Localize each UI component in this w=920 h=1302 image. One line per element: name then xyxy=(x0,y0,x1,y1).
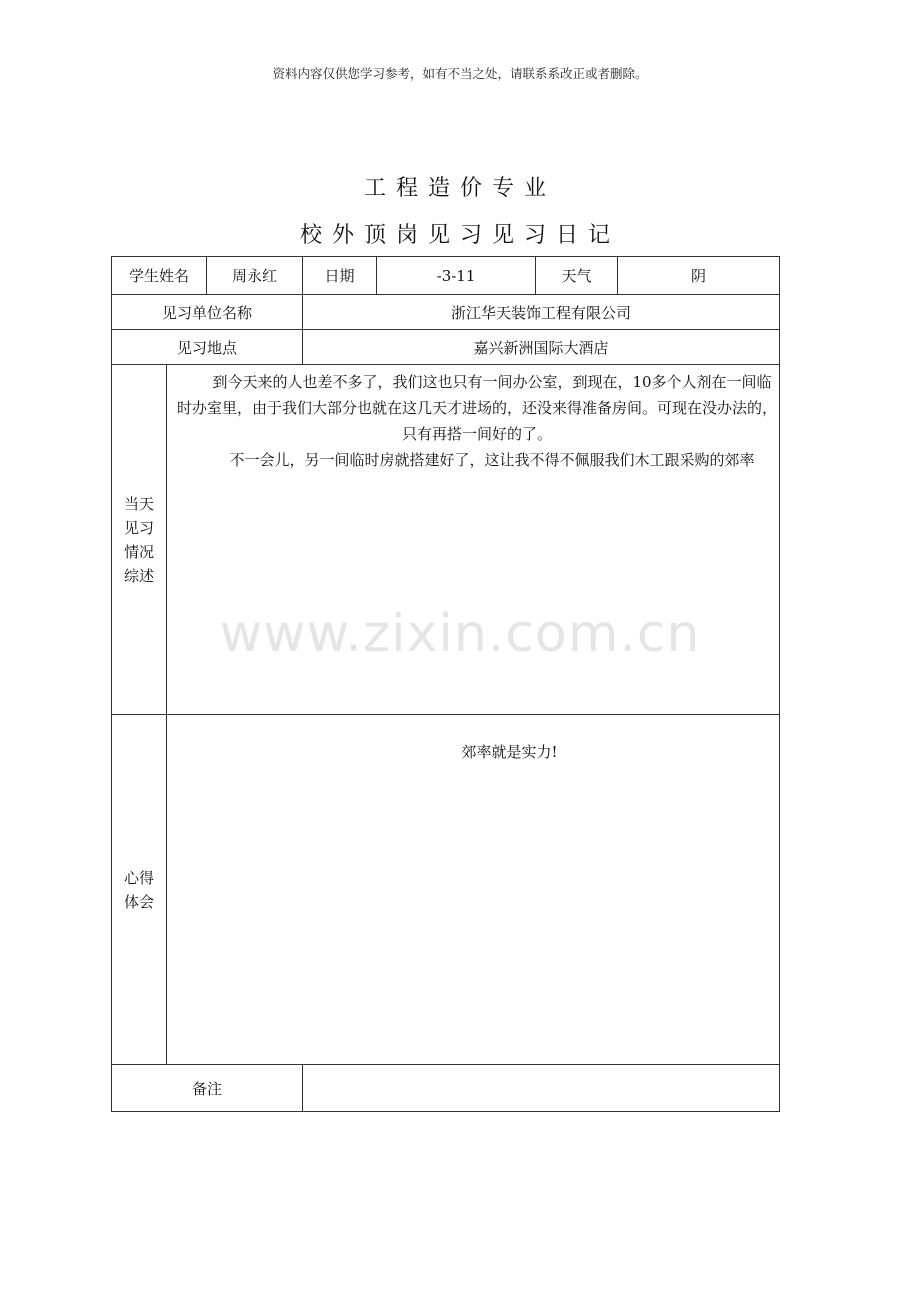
form-row-reflection xyxy=(112,715,780,1065)
notes-label: 备注 xyxy=(112,1065,303,1112)
summary-content xyxy=(167,365,780,715)
form-row-summary xyxy=(112,365,780,715)
weather-label: 天气 xyxy=(536,257,618,295)
form-row-basic-info xyxy=(112,257,780,295)
summary-label xyxy=(112,365,167,715)
reflection-text: 郊率就是实力! xyxy=(461,743,558,761)
header-notice: 资料内容仅供您学习参考，如有不当之处，请联系系改正或者删除。 xyxy=(272,66,648,81)
reflection-content xyxy=(167,715,780,1065)
form-row-location xyxy=(112,330,780,365)
title-major: 工程造价专业 xyxy=(363,176,556,201)
watermark-text: www.zixin.com.cn xyxy=(219,604,701,664)
unit-name-value: 浙江华天装饰工程有限公司 xyxy=(303,295,780,330)
student-name-value: 周永红 xyxy=(207,257,303,295)
reflection-label-line: 体会 xyxy=(123,892,154,911)
reflection-label-line: 心得 xyxy=(123,868,154,887)
summary-paragraph: 到今天来的人也差不多了，我们这也只有一间办公室，到现在，10多个人剂在一间临时办室里，由于我们大部分也就在这几天才进场的，还没来得准备房间。可现在没办法的，只有再搭一间好的了。 xyxy=(177,373,778,443)
student-name-label: 学生姓名 xyxy=(112,257,207,295)
unit-name-label: 见习单位名称 xyxy=(112,295,303,330)
date-value: -3-11 xyxy=(377,257,536,295)
title-diary: 校外顶岗见习见习日记 xyxy=(299,223,620,248)
diary-form-table xyxy=(111,256,780,1112)
reflection-label xyxy=(112,715,167,1065)
summary-label-line: 见习 xyxy=(123,518,154,537)
summary-label-line: 情况 xyxy=(123,542,154,561)
weather-value: 阴 xyxy=(618,257,780,295)
notes-value xyxy=(303,1065,780,1112)
location-value: 嘉兴新洲国际大酒店 xyxy=(303,330,780,365)
summary-paragraph: 不一会儿，另一间临时房就搭建好了，这让我不得不佩服我们木工跟采购的郊率 xyxy=(229,451,755,469)
summary-label-line: 当天 xyxy=(123,494,154,513)
form-row-notes xyxy=(112,1065,780,1112)
location-label: 见习地点 xyxy=(112,330,303,365)
form-row-unit xyxy=(112,295,780,330)
date-label: 日期 xyxy=(303,257,377,295)
summary-label-line: 综述 xyxy=(123,566,154,585)
